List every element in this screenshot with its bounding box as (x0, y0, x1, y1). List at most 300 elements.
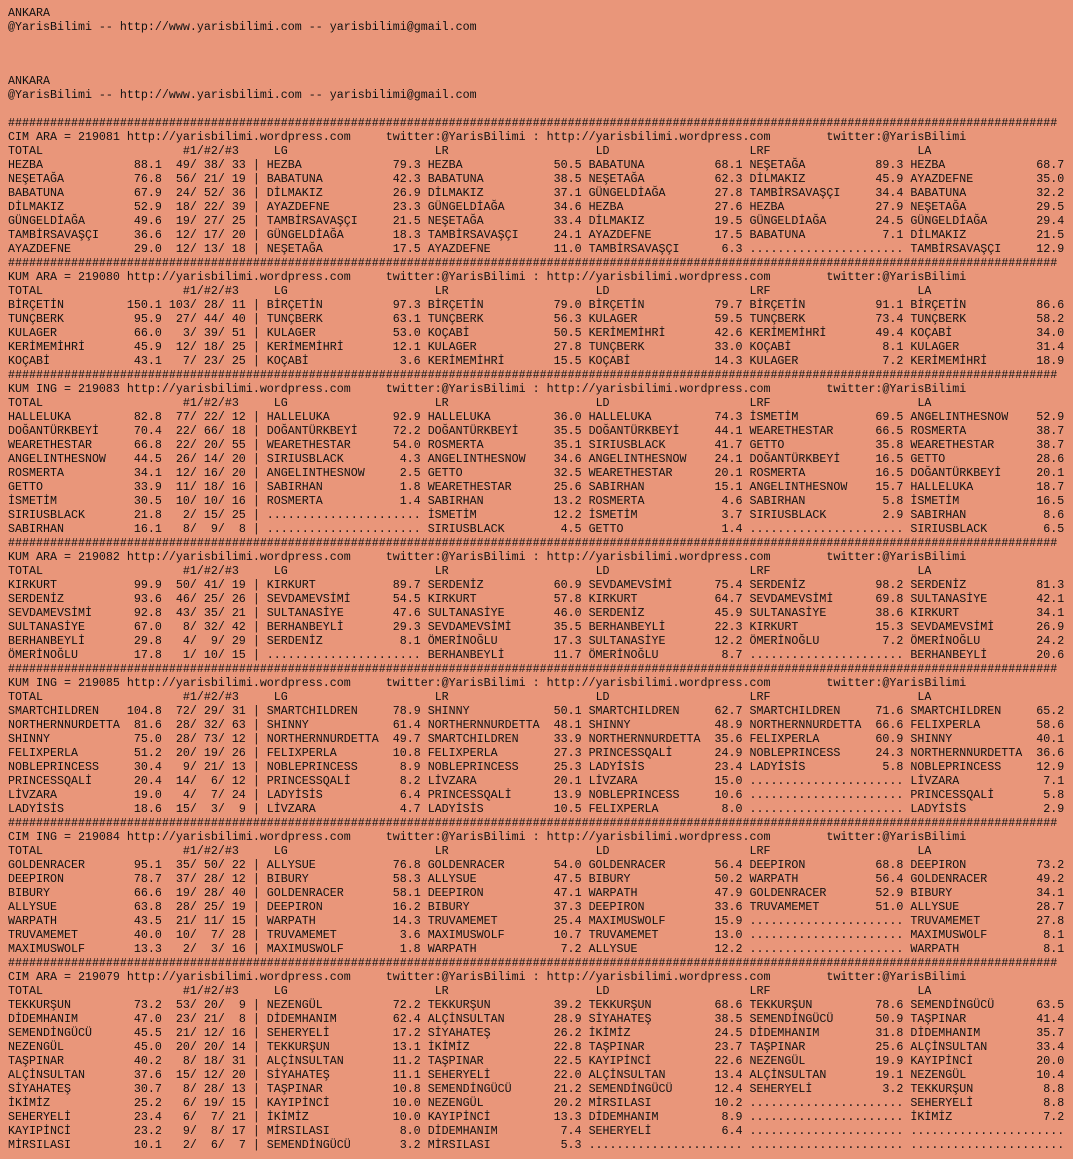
place-3-count: 25 (231, 508, 246, 522)
lr-name: LADYİSİS (427, 802, 484, 816)
place-2-count: 20 (203, 998, 218, 1012)
place-3-count: 12 (231, 732, 246, 746)
place-3-count: 25 (231, 354, 246, 368)
place-2-count: 3 (210, 802, 218, 816)
intro-contact: @YarisBilimi -- http://www.yarisbilimi.com -- yarisbilimi@gmail.com (8, 20, 477, 34)
slash: / (189, 886, 197, 900)
la-name: LİVZARA (910, 774, 960, 788)
separator: ###################################################################################################################################################### (8, 116, 1058, 130)
lrf-name: DİDEMHANIM (749, 1026, 820, 1040)
slash: / (217, 858, 225, 872)
lrf-score: 56.4 (875, 872, 904, 886)
lrf-name: SEMENDİNGÜCÜ (749, 1012, 834, 1026)
lr-score: 24.1 (553, 228, 582, 242)
ld-name: BIBURY (588, 872, 631, 886)
ld-score: 33.0 (714, 340, 743, 354)
divider: | (252, 522, 260, 536)
la-score: 8.6 (1043, 508, 1065, 522)
la-name: TRUVAMEMET (910, 914, 981, 928)
total-name: FELIXPERLA (8, 746, 78, 760)
total-score: 34.1 (133, 466, 162, 480)
la-score: 18.7 (1036, 480, 1065, 494)
ld-score: 4.6 (721, 494, 743, 508)
la-score: 33.4 (1036, 1040, 1065, 1054)
lr-score: 22.5 (553, 1054, 582, 1068)
total-name: ALLYSUE (8, 900, 57, 914)
lg-name: BİRÇETİN (266, 298, 323, 312)
ld-score: 19.5 (714, 214, 743, 228)
lr-score: 57.8 (553, 592, 582, 606)
la-name: HALLELUKA (910, 480, 974, 494)
ld-name: BİRÇETİN (588, 298, 645, 312)
ld-name: SEVDAMEVSİMİ (588, 578, 673, 592)
lr-name: İKİMİZ (427, 1040, 470, 1054)
separator: ###################################################################################################################################################### (8, 662, 1058, 676)
ld-name: BABATUNA (588, 158, 645, 172)
divider: | (252, 746, 260, 760)
lrf-name: SULTANASİYE (749, 606, 827, 620)
lrf-score: 3.2 (882, 1082, 904, 1096)
header-total: TOTAL (8, 396, 43, 410)
place-2-count: 25 (203, 900, 218, 914)
lr-score: 33.9 (553, 732, 582, 746)
la-score: 58.2 (1036, 312, 1065, 326)
divider: | (252, 900, 260, 914)
lg-name: TEKKURŞUN (266, 1040, 330, 1054)
slash: / (189, 774, 197, 788)
ld-name: LİVZARA (588, 774, 638, 788)
header-places: #1/#2/#3 (182, 396, 239, 410)
divider: | (252, 732, 260, 746)
lrf-score: 35.8 (875, 438, 904, 452)
lrf-name: SMARTCHILDREN (749, 704, 841, 718)
la-score: 38.7 (1036, 438, 1065, 452)
lrf-name: TRUVAMEMET (749, 900, 820, 914)
place-1-count: 18 (175, 200, 190, 214)
lr-score: 39.2 (553, 998, 582, 1012)
place-3-count: 25 (231, 340, 246, 354)
total-name: ROSMERTA (8, 466, 64, 480)
header-lg: LG (273, 844, 288, 858)
lr-name: ALLYSUE (427, 872, 477, 886)
ld-name: ANGELINTHESNOW (588, 452, 687, 466)
place-1-count: 4 (182, 788, 190, 802)
lg-empty: ...................... (266, 522, 421, 536)
lrf-score: 38.6 (875, 606, 904, 620)
total-score: 95.9 (133, 312, 162, 326)
ld-score: 24.5 (714, 1026, 743, 1040)
total-name: MİRSILASI (8, 1138, 71, 1152)
divider: | (252, 788, 260, 802)
lrf-score: 25.6 (875, 1040, 904, 1054)
divider: | (252, 928, 260, 942)
la-name: DİLMAKIZ (910, 228, 967, 242)
lg-name: DEEPIRON (266, 900, 323, 914)
lg-empty: ...................... (266, 508, 421, 522)
lr-name: TAMBİRSAVAŞÇI (427, 228, 519, 242)
lr-score: 10.7 (553, 928, 582, 942)
lr-name: WEARETHESTAR (427, 480, 512, 494)
place-2-count: 6 (210, 774, 218, 788)
lr-score: 5.3 (560, 1138, 582, 1152)
lrf-empty: ...................... (749, 802, 904, 816)
la-score: 10.4 (1036, 1068, 1065, 1082)
lrf-name: GÜNGELDİAĞA (749, 214, 827, 228)
lg-score: 8.0 (399, 1124, 421, 1138)
ld-score: 68.6 (714, 998, 743, 1012)
total-score: 66.8 (133, 438, 162, 452)
total-name: İKİMİZ (8, 1096, 50, 1110)
lg-name: GÜNGELDİAĞA (266, 228, 344, 242)
slash: / (189, 298, 197, 312)
slash: / (217, 466, 225, 480)
divider: | (252, 438, 260, 452)
slash: / (189, 424, 197, 438)
lg-name: BERHANBEYLİ (266, 620, 344, 634)
total-name: SULTANASİYE (8, 620, 85, 634)
slash: / (217, 508, 225, 522)
la-score: 12.9 (1036, 760, 1065, 774)
total-name: LADYİSİS (8, 802, 64, 816)
lrf-empty: ...................... (749, 928, 904, 942)
total-score: 45.5 (133, 1026, 162, 1040)
lr-score: 35.5 (553, 424, 582, 438)
ld-score: 35.6 (714, 732, 743, 746)
place-3-count: 16 (231, 942, 246, 956)
la-score: 20.6 (1036, 648, 1065, 662)
place-2-count: 6 (210, 1138, 218, 1152)
total-name: DEEPIRON (8, 872, 64, 886)
place-2-count: 38 (203, 158, 218, 172)
lg-name: TRUVAMEMET (266, 928, 337, 942)
header-places: #1/#2/#3 (182, 144, 239, 158)
lr-score: 34.6 (553, 452, 582, 466)
slash: / (189, 480, 197, 494)
slash: / (217, 760, 225, 774)
divider: | (252, 1054, 260, 1068)
lg-score: 72.2 (392, 424, 421, 438)
total-name: AYAZDEFNE (8, 242, 71, 256)
lr-score: 25.6 (553, 480, 582, 494)
lr-score: 35.5 (553, 620, 582, 634)
lg-name: GOLDENRACER (266, 886, 344, 900)
lg-empty: ...................... (266, 648, 421, 662)
ld-score: 44.1 (714, 424, 743, 438)
lr-score: 34.6 (553, 200, 582, 214)
place-3-count: 19 (231, 900, 246, 914)
place-2-count: 21 (203, 760, 218, 774)
lg-score: 62.4 (392, 1012, 421, 1026)
lr-name: MİRSILASI (427, 1138, 491, 1152)
total-score: 40.2 (133, 1054, 162, 1068)
lrf-score: 2.9 (882, 508, 904, 522)
place-3-count: 13 (231, 1082, 246, 1096)
divider: | (252, 214, 260, 228)
slash: / (189, 340, 197, 354)
lr-name: TUNÇBERK (427, 312, 484, 326)
lg-score: 8.2 (399, 774, 421, 788)
lrf-name: NORTHERNNURDETTA (749, 718, 862, 732)
la-name: İSMETİM (910, 494, 960, 508)
ld-name: ALÇİNSULTAN (588, 1068, 666, 1082)
ld-name: SEHERYELİ (588, 1124, 652, 1138)
lrf-score: 15.3 (875, 620, 904, 634)
la-name: DEEPIRON (910, 858, 967, 872)
twitter-handle: twitter:@YarisBilimi (826, 970, 967, 984)
lg-name: SHINNY (266, 718, 309, 732)
lg-name: İKİMİZ (266, 1110, 309, 1124)
lg-name: PRINCESSQALİ (266, 774, 351, 788)
header-lg: LG (273, 284, 288, 298)
lr-name: ALÇİNSULTAN (427, 1012, 505, 1026)
slash: / (189, 1082, 197, 1096)
slash: / (217, 1096, 225, 1110)
divider: | (252, 1068, 260, 1082)
lr-name: HEZBA (427, 158, 463, 172)
la-score: 8.8 (1043, 1082, 1065, 1096)
lr-name: SULTANASİYE (427, 606, 505, 620)
lr-score: 38.5 (553, 172, 582, 186)
lg-score: 4.3 (399, 452, 421, 466)
header-lg: LG (273, 984, 288, 998)
place-3-count: 8 (238, 1012, 246, 1026)
place-1-count: 2 (182, 942, 190, 956)
place-2-count: 7 (210, 788, 218, 802)
place-3-count: 21 (231, 606, 246, 620)
lrf-name: ALÇİNSULTAN (749, 1068, 827, 1082)
la-name: ÖMERİNOĞLU (910, 634, 981, 648)
place-1-count: 3 (182, 326, 190, 340)
slash: / (217, 886, 225, 900)
slash: / (189, 858, 197, 872)
slash: / (217, 298, 225, 312)
la-score: 35.7 (1036, 1026, 1065, 1040)
total-score: 63.8 (133, 900, 162, 914)
la-name: KULAGER (910, 340, 960, 354)
slash: / (189, 326, 197, 340)
ld-name: MİRSILASI (588, 1096, 652, 1110)
ld-name: SERDENİZ (588, 606, 645, 620)
lg-name: WEARETHESTAR (266, 438, 351, 452)
place-3-count: 13 (231, 760, 246, 774)
header-lrf: LRF (749, 564, 771, 578)
total-score: 104.8 (126, 704, 162, 718)
place-2-count: 19 (203, 1096, 218, 1110)
slash: / (189, 872, 197, 886)
place-2-count: 52 (203, 186, 218, 200)
total-name: TRUVAMEMET (8, 928, 78, 942)
place-1-count: 7 (182, 354, 190, 368)
header-lrf: LRF (749, 844, 771, 858)
header-total: TOTAL (8, 844, 43, 858)
divider: | (252, 158, 260, 172)
lg-score: 97.3 (392, 298, 421, 312)
ld-score: 47.9 (714, 886, 743, 900)
place-2-count: 15 (203, 508, 218, 522)
total-name: KERİMEMİHRİ (8, 340, 85, 354)
total-score: 23.4 (133, 1110, 162, 1124)
total-score: 17.8 (133, 648, 162, 662)
total-name: SIRIUSBLACK (8, 508, 85, 522)
separator: ###################################################################################################################################################### (8, 536, 1058, 550)
place-2-count: 8 (210, 1124, 218, 1138)
total-score: 40.0 (133, 928, 162, 942)
place-3-count: 33 (231, 158, 246, 172)
place-2-count: 28 (203, 886, 218, 900)
total-score: 37.6 (133, 1068, 162, 1082)
slash: / (189, 942, 197, 956)
la-name: WEARETHESTAR (910, 438, 995, 452)
slash: / (189, 438, 197, 452)
lg-name: ALÇİNSULTAN (266, 1054, 344, 1068)
total-name: KOÇABİ (8, 354, 50, 368)
slash: / (189, 1012, 197, 1026)
total-score: 13.3 (133, 942, 162, 956)
total-name: TEKKURŞUN (8, 998, 71, 1012)
place-3-count: 40 (231, 886, 246, 900)
slash: / (189, 228, 197, 242)
slash: / (217, 1124, 225, 1138)
la-empty: ...................... (910, 1124, 1065, 1138)
la-name: KERİMEMİHRİ (910, 354, 988, 368)
ld-score: 13.0 (714, 928, 743, 942)
lg-score: 42.3 (392, 172, 421, 186)
place-2-count: 23 (203, 354, 218, 368)
place-3-count: 15 (231, 648, 246, 662)
lg-score: 54.5 (392, 592, 421, 606)
la-score: 41.4 (1036, 1012, 1065, 1026)
slash: / (217, 1138, 225, 1152)
intro-city: ANKARA (8, 6, 50, 20)
la-name: FELIXPERLA (910, 718, 981, 732)
lg-score: 79.3 (392, 158, 421, 172)
la-name: MAXIMUSWOLF (910, 928, 988, 942)
section-code-and-site: CIM ARA = 219081 http://yarisbilimi.wordpress.com (8, 130, 351, 144)
lg-name: SULTANASİYE (266, 606, 344, 620)
place-1-count: 22 (175, 438, 190, 452)
ld-score: 59.5 (714, 312, 743, 326)
la-score: 58.6 (1036, 718, 1065, 732)
divider: | (252, 1026, 260, 1040)
slash: / (217, 704, 225, 718)
ld-score: 15.9 (714, 914, 743, 928)
la-score: 18.9 (1036, 354, 1065, 368)
total-score: 29.8 (133, 634, 162, 648)
slash: / (189, 1110, 197, 1124)
ld-score: 27.8 (714, 186, 743, 200)
place-1-count: 20 (175, 1040, 190, 1054)
lr-score: 11.0 (553, 242, 582, 256)
la-name: SABIRHAN (910, 508, 967, 522)
slash: / (217, 634, 225, 648)
place-1-count: 15 (175, 802, 190, 816)
lg-name: KIRKURT (266, 578, 316, 592)
place-1-count: 50 (175, 578, 190, 592)
place-3-count: 42 (231, 620, 246, 634)
la-name: SHINNY (910, 732, 953, 746)
la-name: SIRIUSBLACK (910, 522, 988, 536)
total-name: PRINCESSQALİ (8, 774, 92, 788)
lr-name: HALLELUKA (427, 410, 491, 424)
total-score: 73.2 (133, 998, 162, 1012)
total-score: 30.7 (133, 1082, 162, 1096)
lr-score: 47.5 (553, 872, 582, 886)
place-2-count: 9 (210, 634, 218, 648)
lg-score: 3.2 (399, 1138, 421, 1152)
ld-name: NOBLEPRINCESS (588, 788, 680, 802)
slash: / (189, 214, 197, 228)
place-1-count: 24 (175, 186, 190, 200)
total-name: GOLDENRACER (8, 858, 85, 872)
slash: / (217, 438, 225, 452)
la-name: ALÇİNSULTAN (910, 1040, 988, 1054)
lrf-name: NEZENGÜL (749, 1054, 806, 1068)
lg-name: TUNÇBERK (266, 312, 323, 326)
lg-score: 8.1 (399, 634, 421, 648)
la-score: 36.6 (1036, 746, 1065, 760)
lg-name: SİYAHATEŞ (266, 1068, 330, 1082)
slash: / (217, 732, 225, 746)
lrf-name: BİRÇETİN (749, 298, 806, 312)
lg-score: 17.5 (392, 242, 421, 256)
la-name: ALLYSUE (910, 900, 960, 914)
place-3-count: 51 (231, 326, 246, 340)
la-score: 28.6 (1036, 452, 1065, 466)
place-3-count: 20 (231, 452, 246, 466)
total-score: 30.4 (133, 760, 162, 774)
ld-score: 38.5 (714, 1012, 743, 1026)
place-2-count: 20 (203, 438, 218, 452)
place-2-count: 10 (203, 648, 218, 662)
place-1-count: 28 (175, 718, 190, 732)
ld-name: ROSMERTA (588, 494, 645, 508)
lrf-score: 5.8 (882, 760, 904, 774)
lg-name: ROSMERTA (266, 494, 323, 508)
lr-name: BERHANBEYLİ (427, 648, 505, 662)
slash: / (217, 326, 225, 340)
la-score: 20.0 (1036, 1054, 1065, 1068)
ld-score: 27.6 (714, 200, 743, 214)
la-name: KAYIPİNCİ (910, 1054, 974, 1068)
divider: | (252, 634, 260, 648)
lg-name: NEZENGÜL (266, 998, 323, 1012)
slash: / (189, 746, 197, 760)
la-name: NEZENGÜL (910, 1068, 967, 1082)
place-2-count: 22 (203, 410, 218, 424)
lg-name: HEZBA (266, 158, 302, 172)
total-name: NOBLEPRINCESS (8, 760, 99, 774)
header-lr: LR (434, 284, 449, 298)
slash: / (189, 466, 197, 480)
ld-score: 75.4 (714, 578, 743, 592)
lr-score: 37.3 (553, 900, 582, 914)
place-1-count: 10 (175, 928, 190, 942)
place-2-count: 9 (210, 522, 218, 536)
la-score: 73.2 (1036, 858, 1065, 872)
place-1-count: 103 (168, 298, 190, 312)
slash: / (217, 214, 225, 228)
total-score: 52.9 (133, 200, 162, 214)
place-3-count: 16 (231, 1026, 246, 1040)
header-total: TOTAL (8, 690, 43, 704)
la-score: 20.1 (1036, 466, 1065, 480)
la-score: 34.1 (1036, 606, 1065, 620)
lg-name: SMARTCHILDREN (266, 704, 358, 718)
place-3-count: 16 (231, 480, 246, 494)
total-name: GETTO (8, 480, 43, 494)
lr-score: 20.2 (553, 1096, 582, 1110)
place-1-count: 4 (182, 634, 190, 648)
